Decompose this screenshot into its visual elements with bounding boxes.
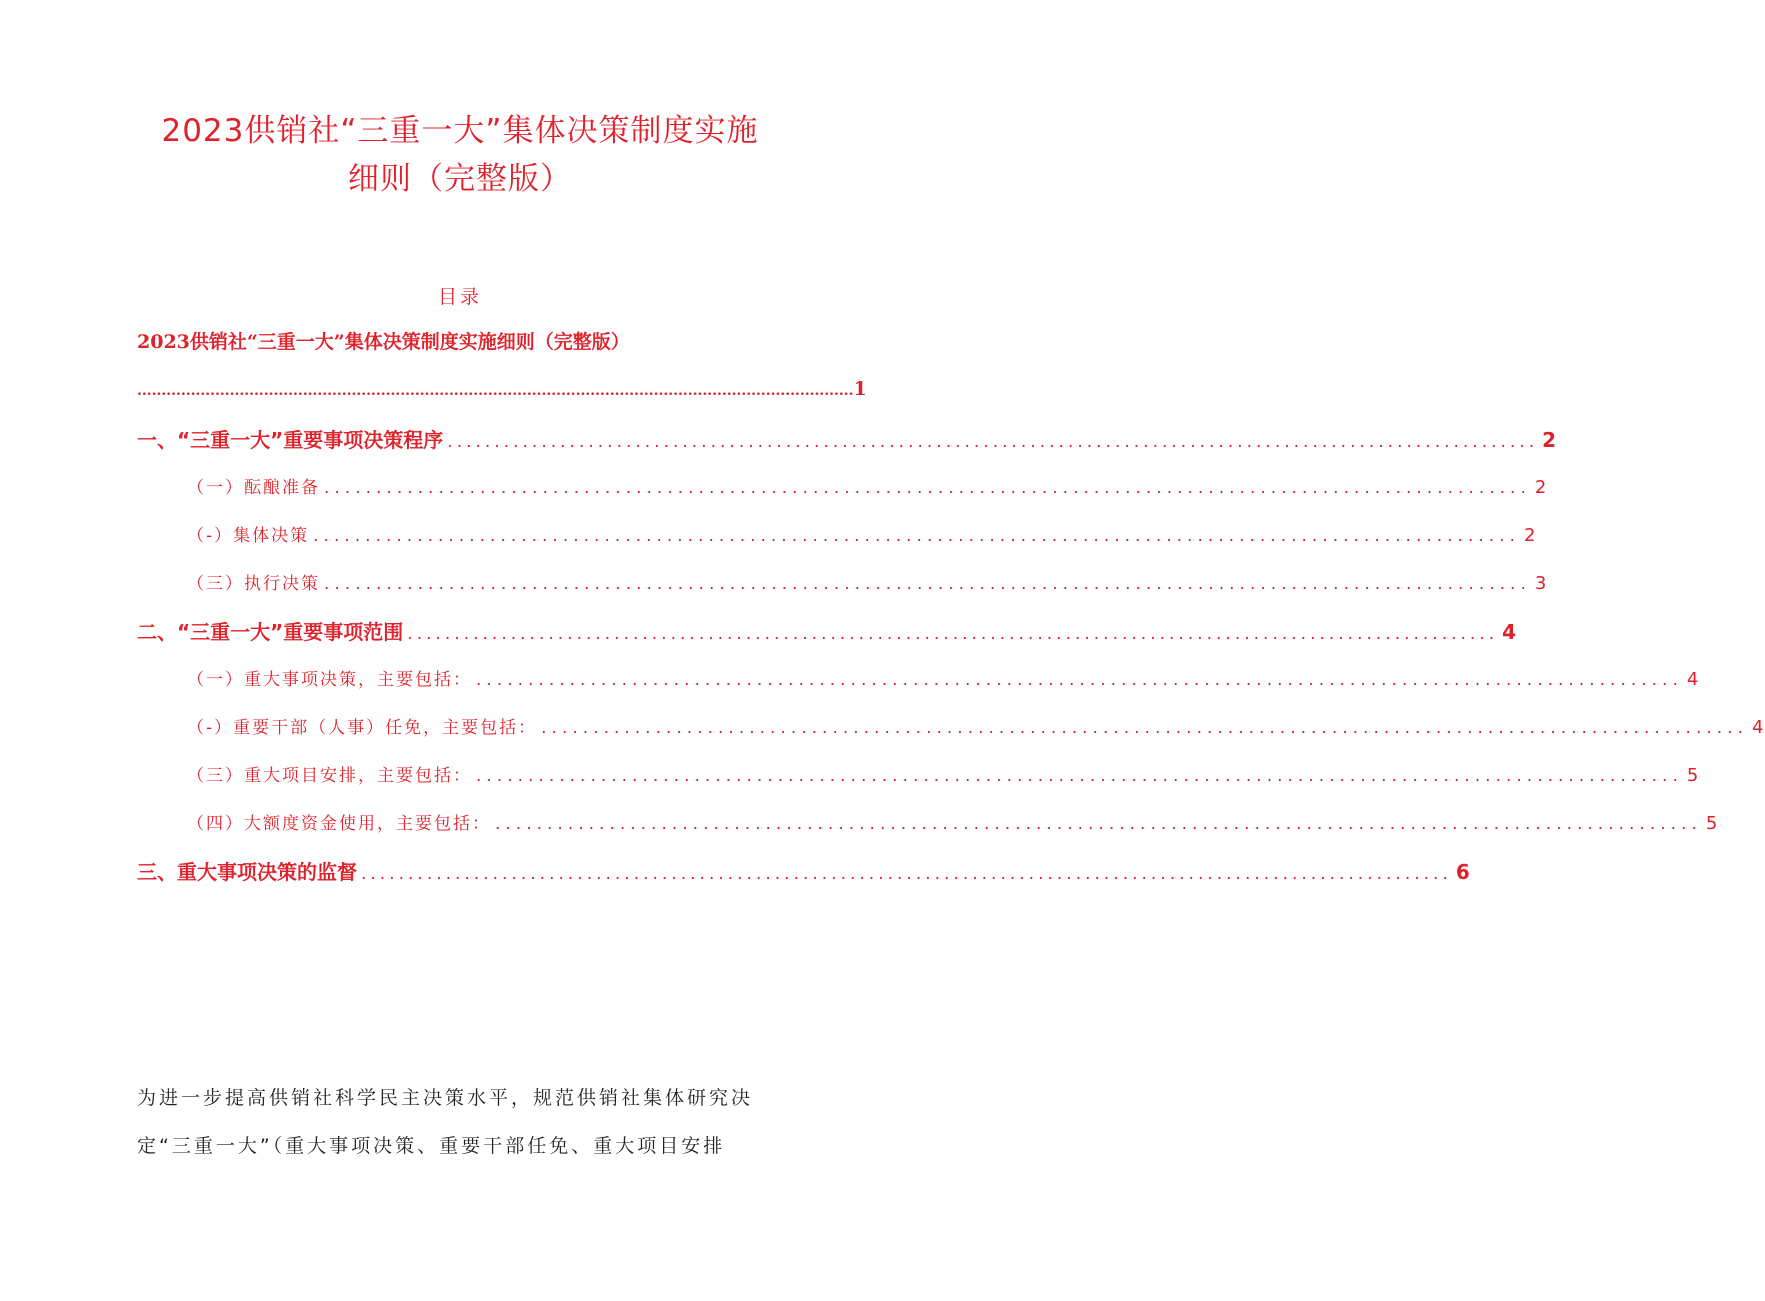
toc-page-number: 6 <box>1455 860 1470 884</box>
toc-entry-text: （-）重要干部（人事）任免，主要包括： <box>187 718 538 738</box>
toc-doc-title[interactable]: 2023供销社“三重一大”集体决策制度实施细则（完整版） <box>137 331 630 353</box>
toc-page-number: 3 <box>1534 573 1549 594</box>
toc-page-number: 5 <box>1705 813 1720 834</box>
toc-entry-text: （四）大额度资金使用，主要包括： <box>187 814 491 834</box>
dot-leader: .................................................................................................................... <box>324 574 1531 594</box>
toc-page-number: 1 <box>853 378 867 400</box>
toc-entry[interactable] <box>137 712 1765 744</box>
toc-entry[interactable] <box>137 472 1549 504</box>
toc-page-number: 4 <box>1502 620 1517 644</box>
dot-leader: .................................................................................................................... <box>313 526 1520 546</box>
toc-page-number: 2 <box>1542 428 1557 452</box>
toc-entry-text: 一、“三重一大”重要事项决策程序 <box>137 428 444 452</box>
dot-leader: .................................................................................................................... <box>541 718 1748 738</box>
toc-entry-text: （一）酝酿准备 <box>187 478 320 498</box>
toc-entry[interactable] <box>137 664 1701 696</box>
toc-entry[interactable] <box>137 616 1517 648</box>
toc-entry-text: （-）集体决策 <box>187 526 310 546</box>
toc-doc-title-leader[interactable] <box>137 378 867 410</box>
toc-entry[interactable] <box>137 808 1720 840</box>
toc-page-number: 2 <box>1523 525 1538 546</box>
toc-page-number: 2 <box>1534 477 1549 498</box>
toc-entry-text: （三）重大项目安排，主要包括： <box>187 766 472 786</box>
dot-leader: .................................................................................................................... <box>476 766 1683 786</box>
body-paragraph-line-2: 定“三重一大”（重大事项决策、重要干部任免、重大项目安排 <box>137 1135 726 1157</box>
toc-entry-text: 二、“三重一大”重要事项范围 <box>137 620 404 644</box>
toc-page-number: 5 <box>1686 765 1701 786</box>
toc-entry-text: （一）重大事项决策，主要包括： <box>187 670 472 690</box>
toc-entry[interactable] <box>137 856 1470 888</box>
dot-leader: .................................................................................................................... <box>447 432 1539 452</box>
toc-entry[interactable] <box>137 520 1538 552</box>
dot-leader: .................................................................................................................... <box>361 864 1452 884</box>
document-title-line-2: 细则（完整版） <box>348 161 572 197</box>
toc-entry[interactable] <box>137 760 1701 792</box>
dot-leader: ................................................................................................................................................... <box>137 383 854 399</box>
body-paragraph-line-1: 为进一步提高供销社科学民主决策水平，规范供销社集体研究决 <box>137 1087 754 1109</box>
dot-leader: .................................................................................................................... <box>324 478 1531 498</box>
dot-leader: .................................................................................................................... <box>476 670 1683 690</box>
toc-entry[interactable] <box>137 424 1557 456</box>
toc-page-number: 4 <box>1686 669 1701 690</box>
document-title-line-1: 2023供销社“三重一大”集体决策制度实施 <box>161 113 759 149</box>
toc-entry-text: （三）执行决策 <box>187 574 320 594</box>
toc-page-number: 4 <box>1751 717 1765 738</box>
dot-leader: .................................................................................................................... <box>495 814 1702 834</box>
toc-heading: 目录 <box>437 286 482 308</box>
toc-entry[interactable] <box>137 568 1549 600</box>
toc-entry-text: 三、重大事项决策的监督 <box>137 860 357 884</box>
dot-leader: .................................................................................................................... <box>407 624 1499 644</box>
